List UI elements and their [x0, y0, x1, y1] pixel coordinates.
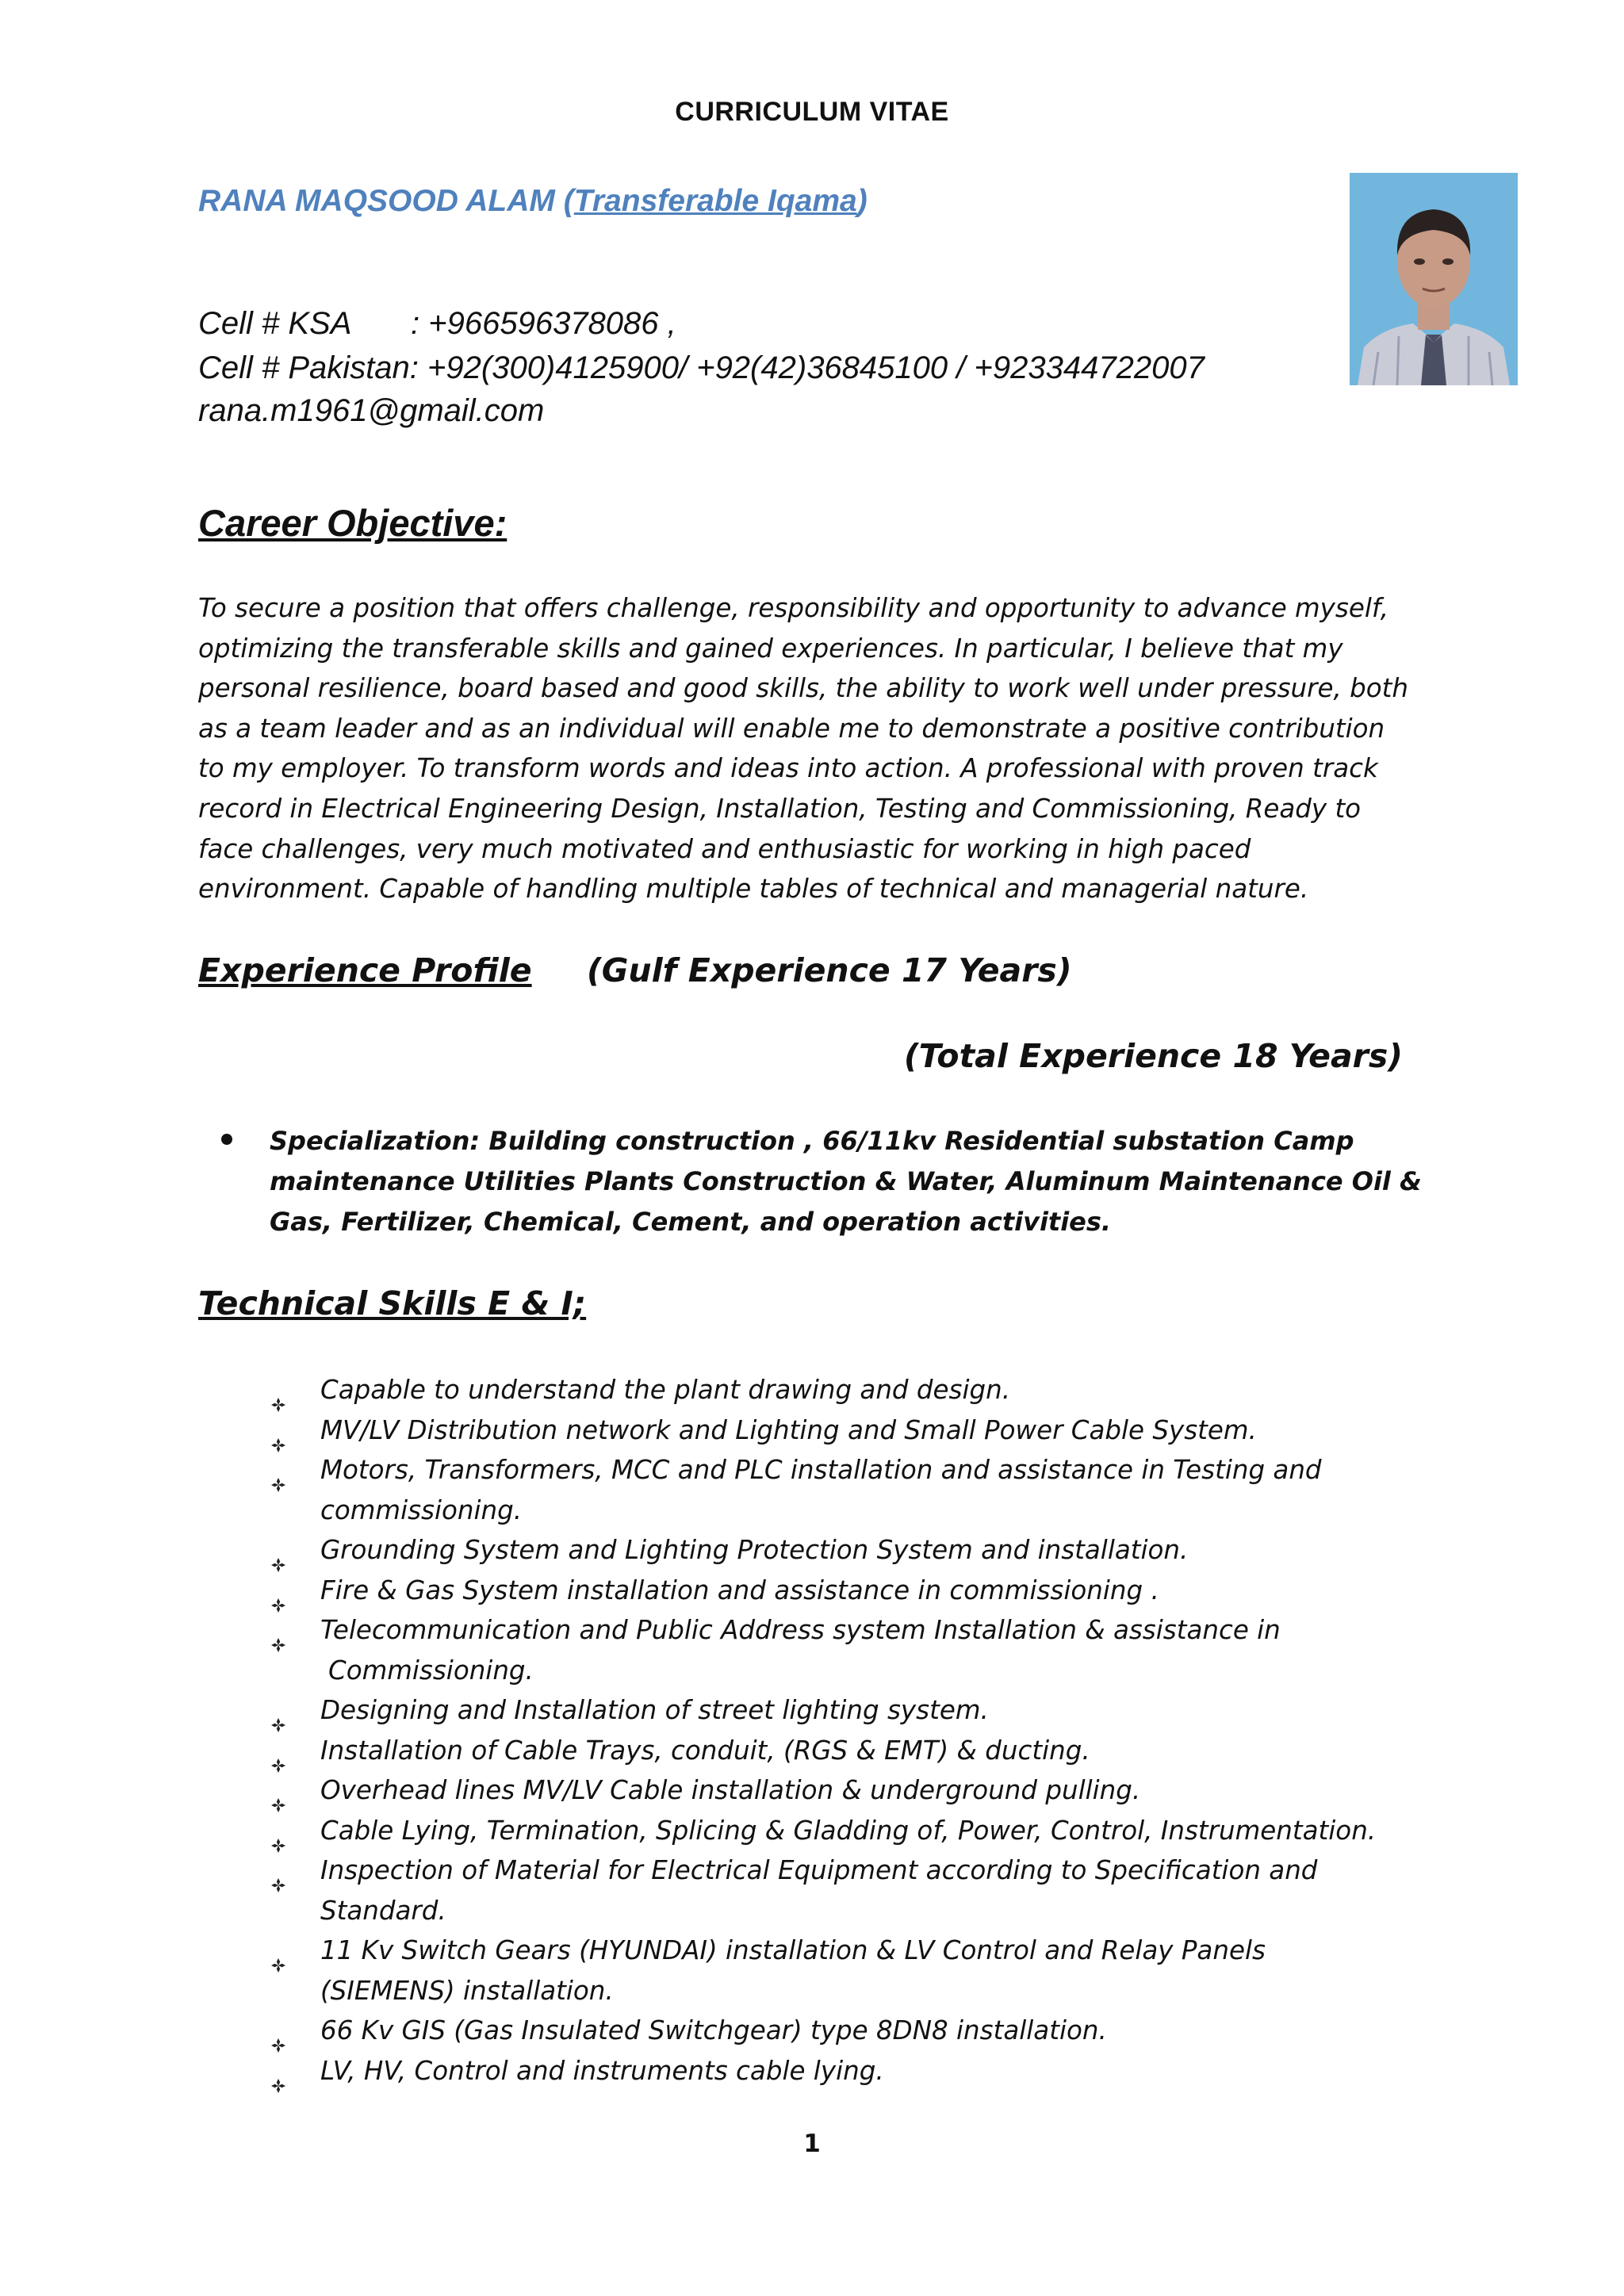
- objective-line: To secure a position that offers challenge, responsibility and opportunity to advance myself,: [198, 593, 1389, 623]
- skill-line: Designing and Installation of street lighting system.: [320, 1695, 989, 1725]
- objective-line: record in Electrical Engineering Design, Installation, Testing and Commissioning, Ready to: [198, 793, 1362, 824]
- experience-profile-heading: Experience Profile: [198, 951, 532, 989]
- skill-item: [262, 1770, 1483, 1811]
- objective-line: optimizing the transferable skills and gained experiences. In particular, I believe that my: [198, 633, 1343, 664]
- diamond-bullet-icon: [271, 1424, 285, 1438]
- skill-line: Overhead lines MV/LV Cable installation & underground pulling.: [320, 1775, 1141, 1805]
- specialization-line: Gas, Fertilizer, Chemical, Cement, and operation activities.: [270, 1207, 1112, 1237]
- skill-item: [262, 1690, 1483, 1731]
- skill-item: [262, 1610, 1483, 1690]
- profile-photo-illustration: [1350, 173, 1518, 385]
- skill-line: (SIEMENS) installation.: [320, 1975, 614, 2006]
- specialization-text: [270, 1121, 1475, 1242]
- skill-line: Cable Lying, Termination, Splicing & Gladding of, Power, Control, Instrumentation.: [320, 1815, 1377, 1846]
- skill-line: MV/LV Distribution network and Lighting and Small Power Cable System.: [320, 1414, 1257, 1445]
- skill-item: [262, 2011, 1483, 2051]
- skill-line: 11 Kv Switch Gears (HYUNDAI) installation & LV Control and Relay Panels: [320, 1935, 1266, 1965]
- diamond-bullet-icon: [271, 2064, 285, 2079]
- iqama-status: Transferable Iqama: [573, 184, 857, 218]
- contact-ksa-label: Cell # KSA: [198, 306, 352, 341]
- page-number: 1: [803, 2130, 821, 2158]
- skill-item: [262, 1571, 1483, 1611]
- skill-line: Installation of Cable Trays, conduit, (RGS & EMT) & ducting.: [320, 1735, 1090, 1766]
- contact-pakistan: Cell # Pakistan: +92(300)4125900/ +92(42)36845100 / +923344722007: [198, 350, 1205, 385]
- skill-line: Commissioning.: [328, 1655, 534, 1686]
- skill-line: commissioning.: [320, 1494, 523, 1525]
- skill-item: [262, 1530, 1483, 1571]
- objective-line: personal resilience, board based and good skills, the ability to work well under pressure, both: [198, 673, 1408, 704]
- round-bullet-icon: [221, 1134, 232, 1145]
- skill-line: Motors, Transformers, MCC and PLC installation and assistance in Testing and: [320, 1455, 1322, 1485]
- skill-line: Capable to understand the plant drawing and design.: [320, 1375, 1011, 1405]
- skill-item: [262, 1450, 1483, 1530]
- candidate-name: RANA MAQSOOD ALAM: [198, 184, 555, 218]
- skill-line: Grounding System and Lighting Protection System and installation.: [320, 1535, 1189, 1565]
- diamond-bullet-icon: [271, 1544, 285, 1558]
- skill-line: Fire & Gas System installation and assistance in commissioning .: [320, 1575, 1159, 1605]
- contact-ksa: [198, 306, 676, 342]
- objective-line: to my employer. To transform words and ideas into action. A professional with proven track: [198, 753, 1378, 784]
- career-objective-text: [198, 588, 1435, 909]
- diamond-bullet-icon: [271, 1464, 285, 1478]
- skill-item: [262, 1731, 1483, 1771]
- diamond-bullet-icon: [271, 1864, 285, 1878]
- skill-line: Standard.: [320, 1895, 446, 1926]
- skill-item: [262, 1410, 1483, 1451]
- technical-skills-heading: Technical Skills E & I;: [198, 1284, 587, 1322]
- skill-item: [262, 1931, 1483, 2011]
- diamond-bullet-icon: [271, 1824, 285, 1839]
- document-title: CURRICULUM VITAE: [675, 97, 949, 127]
- skill-item: [262, 1850, 1483, 1931]
- skill-line: LV, HV, Control and instruments cable lying.: [320, 2055, 884, 2086]
- objective-line: face challenges, very much motivated and enthusiastic for working in high paced: [198, 833, 1251, 864]
- contact-email: rana.m1961@gmail.com: [198, 393, 545, 428]
- candidate-name-line: [198, 184, 868, 219]
- diamond-bullet-icon: [271, 1744, 285, 1758]
- diamond-bullet-icon: [271, 1383, 285, 1398]
- technical-skills-list: [262, 1370, 1483, 2091]
- total-experience: (Total Experience 18 Years): [904, 1037, 1404, 1075]
- skill-item: [262, 1370, 1483, 1410]
- skill-line: 66 Kv GIS (Gas Insulated Switchgear) type 8DN8 installation.: [320, 2015, 1107, 2045]
- career-objective-heading: Career Objective:: [198, 502, 508, 544]
- objective-line: as a team leader and as an individual will enable me to demonstrate a positive contribution: [198, 713, 1385, 744]
- iqama-open: (: [563, 184, 574, 218]
- diamond-bullet-icon: [271, 2024, 285, 2038]
- specialization-line: Specialization: Building construction , 66/11kv Residential substation Camp: [270, 1126, 1354, 1156]
- diamond-bullet-icon: [271, 1944, 285, 1958]
- diamond-bullet-icon: [271, 1624, 285, 1638]
- objective-line: environment. Capable of handling multiple tables of technical and managerial nature.: [198, 874, 1309, 905]
- skill-item: [262, 1811, 1483, 1851]
- skill-line: Telecommunication and Public Address system Installation & assistance in: [320, 1615, 1281, 1645]
- diamond-bullet-icon: [271, 1584, 285, 1598]
- specialization-line: maintenance Utilities Plants Construction & Water, Aluminum Maintenance Oil &: [270, 1166, 1422, 1196]
- profile-photo: [1350, 173, 1518, 385]
- skill-item: [262, 2051, 1483, 2091]
- diamond-bullet-icon: [271, 1704, 285, 1718]
- gulf-experience: (Gulf Experience 17 Years): [587, 951, 1072, 989]
- iqama-close: ): [856, 184, 868, 218]
- diamond-bullet-icon: [271, 1784, 285, 1798]
- skill-line: Inspection of Material for Electrical Equipment according to Specification and: [320, 1855, 1318, 1885]
- contact-ksa-number: : +966596378086 ,: [411, 306, 676, 341]
